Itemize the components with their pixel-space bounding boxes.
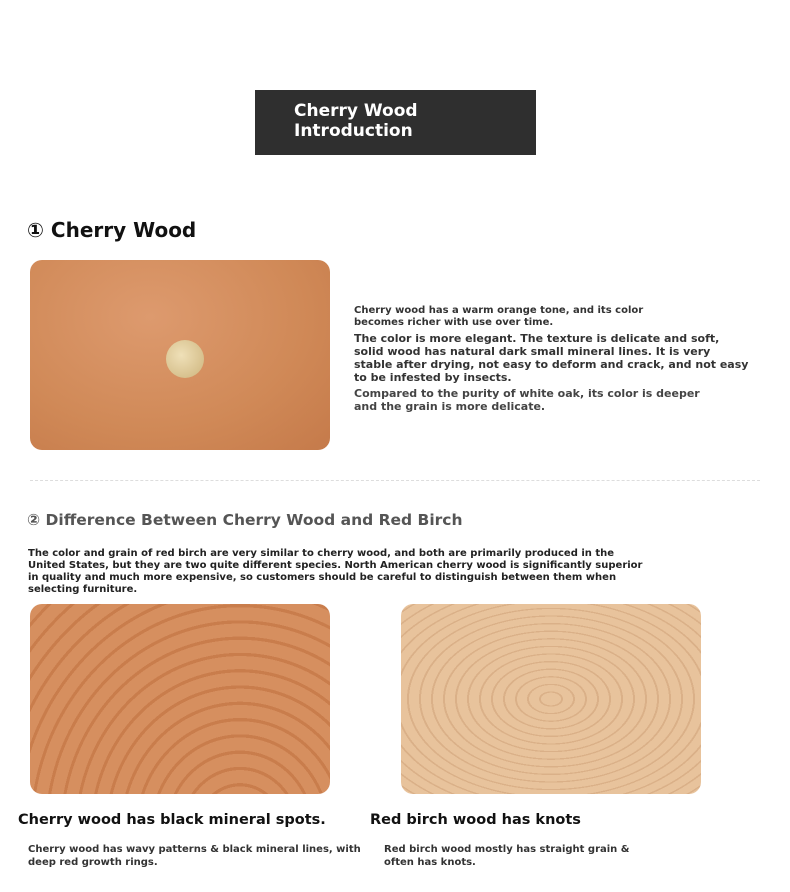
section2-paragraph: The color and grain of red birch are very similar to cherry wood, and both are primarily produced in the United States, but they are two quite different species. North American cherry wood is significantly superior in quality and much more expensive, so customers should be careful to distinguish between them when selecting furniture. xyxy=(28,548,643,595)
cherry-description xyxy=(354,305,749,416)
section1-title: ① Cherry Wood xyxy=(27,218,197,242)
birch-detail: Red birch wood mostly has straight grain & often has knots. xyxy=(384,844,630,868)
birch-caption: Red birch wood has knots xyxy=(370,812,581,828)
desc-p1: Cherry wood has a warm orange tone, and its color becomes richer with use over time. xyxy=(354,305,644,328)
cherry-wood-knob-image xyxy=(30,260,330,450)
desc-p3: Compared to the purity of white oak, its color is deeper and the grain is more delicate. xyxy=(354,387,700,413)
desc-p2: The color is more elegant. The texture is delicate and soft, solid wood has natural dark small mineral lines. It is very stable after drying, not easy to deform and crack, and not easy to be infested by insects. xyxy=(354,332,749,384)
divider xyxy=(30,480,760,481)
cherry-wood-sample-image xyxy=(30,604,330,794)
banner-line-1: Cherry Wood xyxy=(294,101,418,121)
banner-line-2: Introduction xyxy=(294,121,413,141)
red-birch-sample-image xyxy=(401,604,701,794)
cherry-detail: Cherry wood has wavy patterns & black mineral lines, with deep red growth rings. xyxy=(28,844,361,868)
cherry-caption: Cherry wood has black mineral spots. xyxy=(18,812,326,828)
section2-title: ② Difference Between Cherry Wood and Red Birch xyxy=(27,511,463,529)
title-banner xyxy=(255,90,536,155)
brass-knob xyxy=(166,340,204,378)
